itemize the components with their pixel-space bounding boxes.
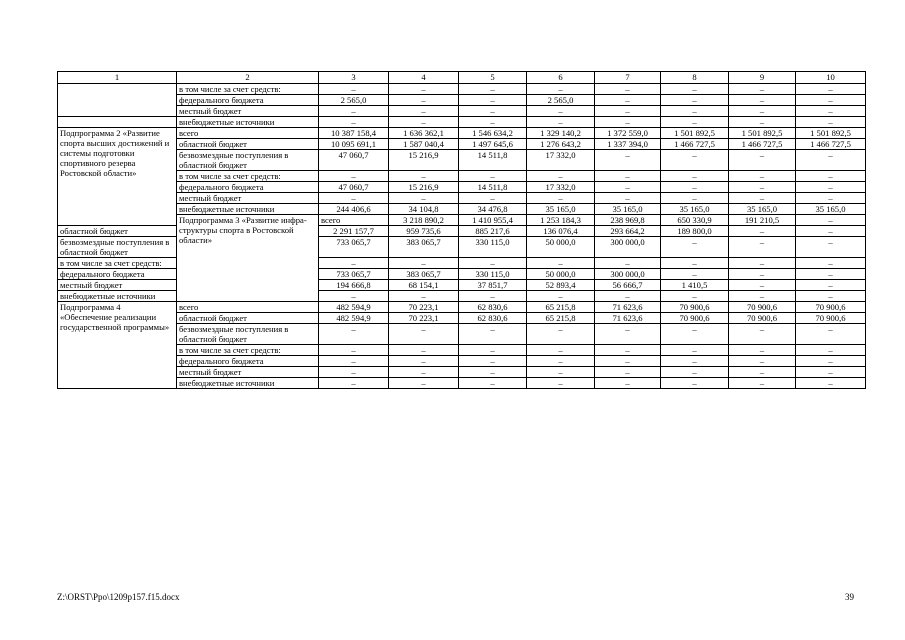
amount-cell: 1 636 362,1 (389, 128, 459, 139)
amount-cell: – (661, 84, 729, 95)
amount-cell: – (459, 345, 527, 356)
amount-cell: 885 217,6 (459, 226, 527, 237)
amount-cell: 62 830,6 (459, 313, 527, 324)
amount-cell: – (389, 378, 459, 389)
amount-cell: – (595, 106, 661, 117)
amount-cell: 1 501 892,5 (729, 128, 796, 139)
amount-cell: – (729, 324, 796, 345)
amount-cell: 71 623,6 (595, 302, 661, 313)
amount-cell: – (319, 324, 389, 345)
amount-cell: – (729, 106, 796, 117)
amount-cell: 330 115,0 (459, 237, 527, 258)
amount-cell: – (459, 84, 527, 95)
subprogram-label (58, 84, 177, 117)
column-header: 8 (661, 72, 729, 84)
funding-source: всего (177, 128, 319, 139)
table-row (58, 313, 866, 324)
funding-source: безвозмездные поступления в областной бюджет (58, 237, 177, 258)
amount-cell: 35 165,0 (595, 204, 661, 215)
funding-source: в том числе за счет средств: (177, 171, 319, 182)
amount-cell: – (527, 378, 595, 389)
amount-cell: – (319, 291, 389, 302)
amount-cell: 482 594,9 (319, 302, 389, 313)
amount-cell: – (661, 356, 729, 367)
amount-cell: 383 065,7 (389, 237, 459, 258)
amount-cell: – (796, 215, 866, 226)
amount-cell: – (796, 324, 866, 345)
amount-cell: – (319, 117, 389, 128)
amount-cell: – (459, 106, 527, 117)
amount-cell: – (459, 356, 527, 367)
amount-cell: 650 330,9 (661, 215, 729, 226)
amount-cell: – (661, 258, 729, 269)
amount-cell: – (459, 193, 527, 204)
amount-cell: – (389, 291, 459, 302)
table-row (58, 106, 866, 117)
amount-cell: – (319, 345, 389, 356)
amount-cell: – (595, 356, 661, 367)
amount-cell: – (661, 324, 729, 345)
amount-cell: 50 000,0 (527, 269, 595, 280)
funding-source: в том числе за счет средств: (177, 84, 319, 95)
table-row (58, 128, 866, 139)
amount-cell: – (527, 258, 595, 269)
amount-cell: – (319, 84, 389, 95)
amount-cell: – (796, 269, 866, 280)
amount-cell: – (595, 345, 661, 356)
amount-cell: – (661, 117, 729, 128)
amount-cell: 244 406,6 (319, 204, 389, 215)
funding-source: местный бюджет (177, 367, 319, 378)
amount-cell: – (796, 237, 866, 258)
amount-cell: – (729, 193, 796, 204)
amount-cell: 733 065,7 (319, 269, 389, 280)
amount-cell: – (661, 269, 729, 280)
funding-source: всего (177, 302, 319, 313)
amount-cell: – (527, 324, 595, 345)
amount-cell: 2 565,0 (527, 95, 595, 106)
amount-cell: – (595, 150, 661, 171)
budget-table (57, 71, 866, 389)
amount-cell: 15 216,9 (389, 150, 459, 171)
amount-cell: – (389, 171, 459, 182)
amount-cell: – (796, 84, 866, 95)
table-row (58, 171, 866, 182)
amount-cell: – (661, 150, 729, 171)
amount-cell: 14 511,8 (459, 182, 527, 193)
funding-source: внебюджетные источники (58, 291, 177, 302)
amount-cell: 35 165,0 (661, 204, 729, 215)
amount-cell: – (527, 345, 595, 356)
amount-cell: – (796, 193, 866, 204)
amount-cell: 733 065,7 (319, 237, 389, 258)
amount-cell: 1 497 645,6 (459, 139, 527, 150)
subprogram-label (58, 117, 177, 128)
column-header: 6 (527, 72, 595, 84)
amount-cell: 47 060,7 (319, 182, 389, 193)
amount-cell: – (796, 106, 866, 117)
amount-cell: – (319, 106, 389, 117)
amount-cell: – (796, 117, 866, 128)
amount-cell: – (595, 182, 661, 193)
amount-cell: – (459, 258, 527, 269)
amount-cell: 2 565,0 (319, 95, 389, 106)
amount-cell: – (595, 95, 661, 106)
amount-cell: – (527, 291, 595, 302)
funding-source: областной бюджет (177, 313, 319, 324)
table-row (58, 302, 866, 313)
amount-cell: – (389, 84, 459, 95)
table-row (58, 324, 866, 345)
amount-cell: 1 372 559,0 (595, 128, 661, 139)
amount-cell: – (459, 117, 527, 128)
table-header-row (58, 72, 866, 84)
amount-cell: 1 329 140,2 (527, 128, 595, 139)
amount-cell: – (389, 106, 459, 117)
amount-cell: – (729, 258, 796, 269)
column-header: 3 (319, 72, 389, 84)
amount-cell: 35 165,0 (729, 204, 796, 215)
amount-cell: 10 387 158,4 (319, 128, 389, 139)
table-row (58, 215, 866, 226)
amount-cell: – (595, 378, 661, 389)
column-header: 10 (796, 72, 866, 84)
amount-cell: – (661, 291, 729, 302)
amount-cell: 65 215,8 (527, 302, 595, 313)
amount-cell: – (459, 324, 527, 345)
amount-cell: – (595, 171, 661, 182)
amount-cell: – (595, 117, 661, 128)
amount-cell: 65 215,8 (527, 313, 595, 324)
amount-cell: – (729, 356, 796, 367)
amount-cell: – (796, 367, 866, 378)
funding-source: безвозмездные поступления в областной бюджет (177, 150, 319, 171)
funding-source: местный бюджет (177, 106, 319, 117)
amount-cell: – (729, 345, 796, 356)
column-header: 5 (459, 72, 527, 84)
amount-cell: – (729, 269, 796, 280)
amount-cell: 70 223,1 (389, 302, 459, 313)
amount-cell: – (527, 106, 595, 117)
amount-cell: 194 666,8 (319, 280, 389, 291)
funding-source: федерального бюджета (177, 182, 319, 193)
amount-cell: – (527, 117, 595, 128)
table-row (58, 150, 866, 171)
amount-cell: – (729, 291, 796, 302)
amount-cell: 62 830,6 (459, 302, 527, 313)
amount-cell: – (796, 291, 866, 302)
amount-cell: 1 466 727,5 (661, 139, 729, 150)
amount-cell: 191 210,5 (729, 215, 796, 226)
amount-cell: – (595, 291, 661, 302)
amount-cell: – (729, 378, 796, 389)
amount-cell: – (796, 171, 866, 182)
amount-cell: – (319, 356, 389, 367)
funding-source: областной бюджет (58, 226, 177, 237)
funding-source: федерального бюджета (177, 95, 319, 106)
amount-cell: – (729, 226, 796, 237)
amount-cell: – (729, 182, 796, 193)
amount-cell: 300 000,0 (595, 269, 661, 280)
amount-cell: – (389, 95, 459, 106)
column-header: 9 (729, 72, 796, 84)
amount-cell: 1 410,5 (661, 280, 729, 291)
amount-cell: – (729, 150, 796, 171)
amount-cell: 300 000,0 (595, 237, 661, 258)
amount-cell: – (389, 345, 459, 356)
amount-cell: 70 900,6 (729, 313, 796, 324)
funding-source: федерального бюджета (177, 356, 319, 367)
table-row (58, 182, 866, 193)
funding-source: всего (319, 215, 389, 226)
amount-cell: – (796, 378, 866, 389)
funding-source: внебюджетные источники (177, 117, 319, 128)
table-row (58, 84, 866, 95)
amount-cell: – (389, 356, 459, 367)
amount-cell: 71 623,6 (595, 313, 661, 324)
amount-cell: 34 476,8 (459, 204, 527, 215)
amount-cell: 70 900,6 (729, 302, 796, 313)
amount-cell: – (661, 237, 729, 258)
amount-cell: – (729, 280, 796, 291)
amount-cell: – (796, 95, 866, 106)
column-header: 2 (177, 72, 319, 84)
amount-cell: 959 735,6 (389, 226, 459, 237)
amount-cell: 70 900,6 (661, 313, 729, 324)
amount-cell: 1 501 892,5 (661, 128, 729, 139)
funding-source: областной бюджет (177, 139, 319, 150)
amount-cell: – (459, 171, 527, 182)
amount-cell: 1 276 643,2 (527, 139, 595, 150)
amount-cell: – (527, 356, 595, 367)
amount-cell: – (796, 226, 866, 237)
column-header: 7 (595, 72, 661, 84)
amount-cell: – (595, 324, 661, 345)
amount-cell: – (661, 95, 729, 106)
amount-cell: 1 337 394,0 (595, 139, 661, 150)
funding-source: местный бюджет (177, 193, 319, 204)
amount-cell: – (389, 258, 459, 269)
amount-cell: – (389, 367, 459, 378)
amount-cell: – (459, 95, 527, 106)
amount-cell: 383 065,7 (389, 269, 459, 280)
table-row (58, 345, 866, 356)
amount-cell: – (729, 171, 796, 182)
amount-cell: – (527, 84, 595, 95)
amount-cell: – (796, 182, 866, 193)
column-header: 4 (389, 72, 459, 84)
table-row (58, 356, 866, 367)
amount-cell: 2 291 157,7 (319, 226, 389, 237)
amount-cell: 293 664,2 (595, 226, 661, 237)
amount-cell: – (595, 367, 661, 378)
table-row (58, 378, 866, 389)
amount-cell: – (729, 367, 796, 378)
amount-cell: – (729, 237, 796, 258)
amount-cell: – (459, 291, 527, 302)
amount-cell: – (796, 345, 866, 356)
amount-cell: – (661, 106, 729, 117)
table-row (58, 95, 866, 106)
amount-cell: – (319, 193, 389, 204)
funding-source: федерального бюджета (58, 269, 177, 280)
amount-cell: – (796, 356, 866, 367)
amount-cell: 330 115,0 (459, 269, 527, 280)
amount-cell: 37 851,7 (459, 280, 527, 291)
amount-cell: 1 546 634,2 (459, 128, 527, 139)
amount-cell: – (595, 193, 661, 204)
subprogram-label: Подпрограмма 2 «Развитие спорта высших достижений и системы подготовки спортивного резерва Ростовской области» (58, 128, 177, 226)
amount-cell: – (527, 171, 595, 182)
amount-cell: – (459, 378, 527, 389)
amount-cell: – (389, 117, 459, 128)
amount-cell: 136 076,4 (527, 226, 595, 237)
amount-cell: 70 223,1 (389, 313, 459, 324)
amount-cell: 15 216,9 (389, 182, 459, 193)
amount-cell: – (661, 193, 729, 204)
amount-cell: 56 666,7 (595, 280, 661, 291)
amount-cell: – (595, 84, 661, 95)
amount-cell: – (661, 171, 729, 182)
amount-cell: 482 594,9 (319, 313, 389, 324)
amount-cell: 1 253 184,3 (527, 215, 595, 226)
amount-cell: 10 095 691,1 (319, 139, 389, 150)
column-header: 1 (58, 72, 177, 84)
amount-cell: – (389, 324, 459, 345)
document-path: Z:\ORST\Ppo\1209p157.f15.docx (57, 592, 180, 602)
amount-cell: – (319, 171, 389, 182)
amount-cell: 1 466 727,5 (729, 139, 796, 150)
amount-cell: 34 104,8 (389, 204, 459, 215)
amount-cell: 70 900,6 (796, 313, 866, 324)
table-row (58, 139, 866, 150)
amount-cell: 70 900,6 (661, 302, 729, 313)
amount-cell: 1 587 040,4 (389, 139, 459, 150)
amount-cell: – (661, 378, 729, 389)
amount-cell: 52 893,4 (527, 280, 595, 291)
funding-source: местный бюджет (58, 280, 177, 291)
amount-cell: 17 332,0 (527, 182, 595, 193)
table-row (58, 193, 866, 204)
subprogram-label: Подпрограмма 3 «Развитие инфра-структуры спорта в Ростовской области» (177, 215, 319, 302)
amount-cell: 17 332,0 (527, 150, 595, 171)
amount-cell: – (796, 258, 866, 269)
amount-cell: 189 800,0 (661, 226, 729, 237)
funding-source: внебюджетные источники (177, 204, 319, 215)
amount-cell: 35 165,0 (796, 204, 866, 215)
amount-cell: – (389, 193, 459, 204)
amount-cell: 1 466 727,5 (796, 139, 866, 150)
amount-cell: 14 511,8 (459, 150, 527, 171)
amount-cell: – (661, 345, 729, 356)
amount-cell: – (459, 367, 527, 378)
amount-cell: – (595, 258, 661, 269)
table-row (58, 117, 866, 128)
amount-cell: – (796, 280, 866, 291)
subprogram-label: Подпрограмма 4 «Обеспечение реализации государственной программы» (58, 302, 177, 389)
amount-cell: – (729, 84, 796, 95)
amount-cell: – (527, 367, 595, 378)
amount-cell: 47 060,7 (319, 150, 389, 171)
amount-cell: 1 410 955,4 (459, 215, 527, 226)
amount-cell: – (729, 95, 796, 106)
amount-cell: – (729, 117, 796, 128)
amount-cell: 35 165,0 (527, 204, 595, 215)
amount-cell: – (661, 182, 729, 193)
amount-cell: 238 969,8 (595, 215, 661, 226)
amount-cell: – (319, 378, 389, 389)
table-row (58, 367, 866, 378)
amount-cell: – (527, 193, 595, 204)
amount-cell: 3 218 890,2 (389, 215, 459, 226)
amount-cell: 50 000,0 (527, 237, 595, 258)
amount-cell: – (319, 258, 389, 269)
funding-source: в том числе за счет средств: (177, 345, 319, 356)
page-number: 39 (845, 592, 854, 602)
amount-cell: 68 154,1 (389, 280, 459, 291)
funding-source: внебюджетные источники (177, 378, 319, 389)
table-row (58, 204, 866, 215)
amount-cell: – (319, 367, 389, 378)
funding-source: в том числе за счет средств: (58, 258, 177, 269)
funding-source: безвозмездные поступления в областной бюджет (177, 324, 319, 345)
amount-cell: 1 501 892,5 (796, 128, 866, 139)
amount-cell: – (796, 150, 866, 171)
amount-cell: 70 900,6 (796, 302, 866, 313)
amount-cell: – (661, 367, 729, 378)
